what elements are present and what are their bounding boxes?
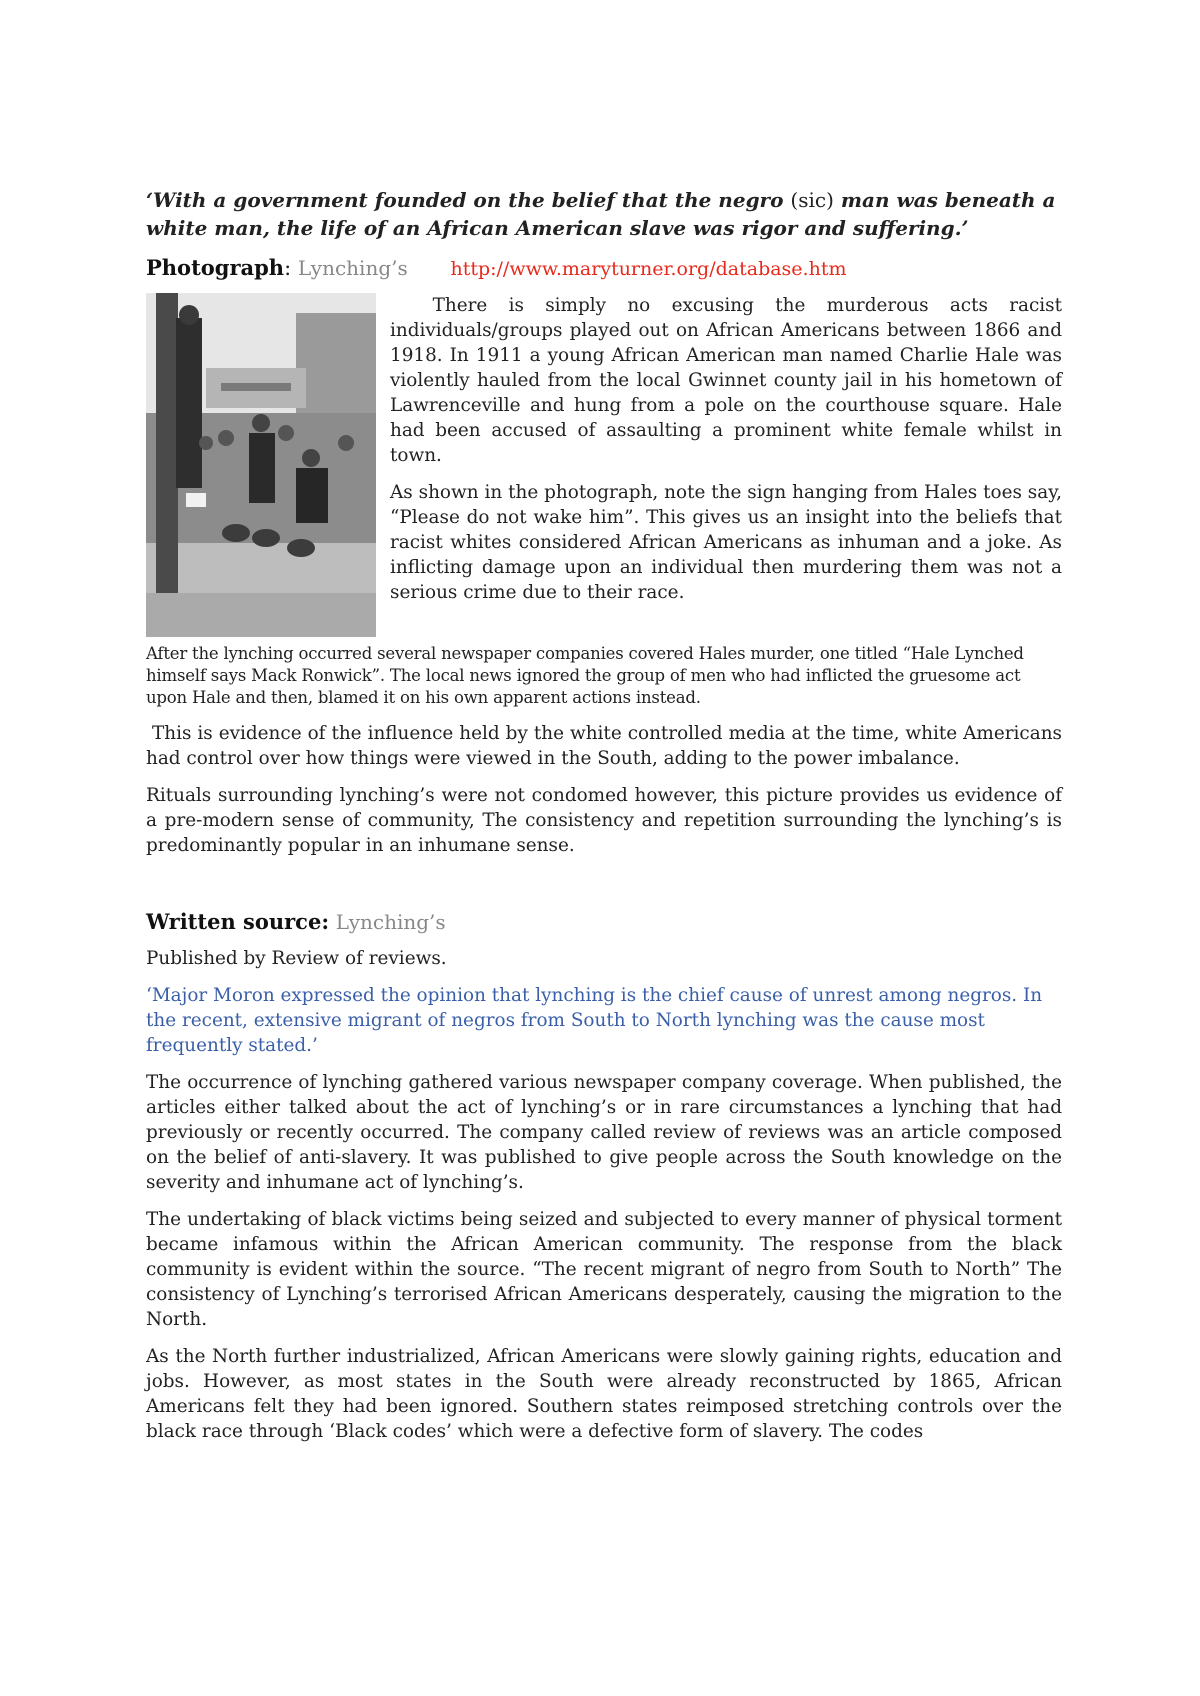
written-source-heading (146, 908, 1062, 936)
quote-part-2: man was beneath a white man, the life of an African American slave was rigor and suffering.’ (146, 188, 1056, 240)
photograph-label: Photograph (146, 255, 285, 280)
lynching-photograph (146, 293, 376, 637)
quote-sic: (sic) (790, 188, 834, 212)
photograph-subtitle: Lynching’s (297, 256, 408, 280)
written-paragraph-3: As the North further industrialized, African Americans were slowly gaining rights, education and jobs. However, as most states in the South were already reconstructed by 1865, African Americans felt they had been ignored. Southern states reimposed stretching controls over the black race through ‘Black codes’ which were a defective form of slavery. The codes (146, 1346, 1062, 1442)
photo-paragraph-1: There is simply no excusing the murderous acts racist individuals/groups played out on African Americans between 1866 and 1918. In 1911 a young African American man named Charlie Hale was violently hauled from the local Gwinnet county jail in his hometown of Lawrenceville and hung from a pole on the courthouse square. Hale had been accused of assaulting a prominent white female whilst in town. (390, 295, 1068, 466)
written-paragraph-1: The occurrence of lynching gathered various newspaper company coverage. When published, the articles either talked about the act of lynching’s or in rare circumstances a lynching that had previously or recently occurred. The company called review of reviews was an article composed on the belief of anti-slavery. It was published to give people across the South knowledge on the severity and inhumane act of lynching’s. (146, 1072, 1062, 1193)
written-source-label: Written source: (146, 909, 330, 934)
written-paragraph-2: The undertaking of black victims being seized and subjected to every manner of physical torment became infamous within the African American community. The response from the black community is evident within the source. “The recent migrant of negro from South to North” The consistency of Lynching’s terrorised African Americans desperately, causing the migration to the North. (146, 1209, 1062, 1330)
photo-paragraph-5: Rituals surrounding lynching’s were not condomed however, this picture provides us evidence of a pre-modern sense of community, The consistency and repetition surrounding the lynching’s is predominantly popular in an inhumane sense. (146, 785, 1062, 856)
quote-part-1: ‘With a government founded on the belief that the negro (146, 188, 791, 212)
opening-quote (146, 186, 1062, 242)
published-by: Published by Review of reviews. (146, 948, 447, 969)
photograph-heading (146, 254, 1062, 283)
source-link[interactable]: http://www.maryturner.org/database.htm (450, 258, 847, 280)
photograph-colon: : (284, 256, 292, 280)
photo-paragraph-3: After the lynching occurred several newspaper companies covered Hales murder, one titled “Hale Lynched himself says Mack Ronwick”. The local news ignored the group of men who had inflicted the gruesome act upon Hale and then, blamed it on his own apparent actions instead. (146, 644, 1024, 707)
photo-paragraph-4: This is evidence of the influence held by the white controlled media at the time, white Americans had control over how things were viewed in the South, adding to the power imbalance. (146, 723, 1068, 769)
document-page (146, 186, 1068, 1456)
written-source-quote: ‘Major Moron expressed the opinion that lynching is the chief cause of unrest among negros. In the recent, extensive migrant of negros from South to North lynching was the cause most frequently stated.’ (146, 985, 1043, 1056)
photo-paragraph-2: As shown in the photograph, note the sign hanging from Hales toes say, “Please do not wake him”. This gives us an insight into the beliefs that racist whites considered African Americans as inhuman and a joke. As inflicting damage upon an individual then murdering them was not a serious crime due to their race. (390, 482, 1062, 603)
section-spacer (146, 870, 1062, 908)
written-source-subtitle: Lynching’s (335, 910, 446, 934)
